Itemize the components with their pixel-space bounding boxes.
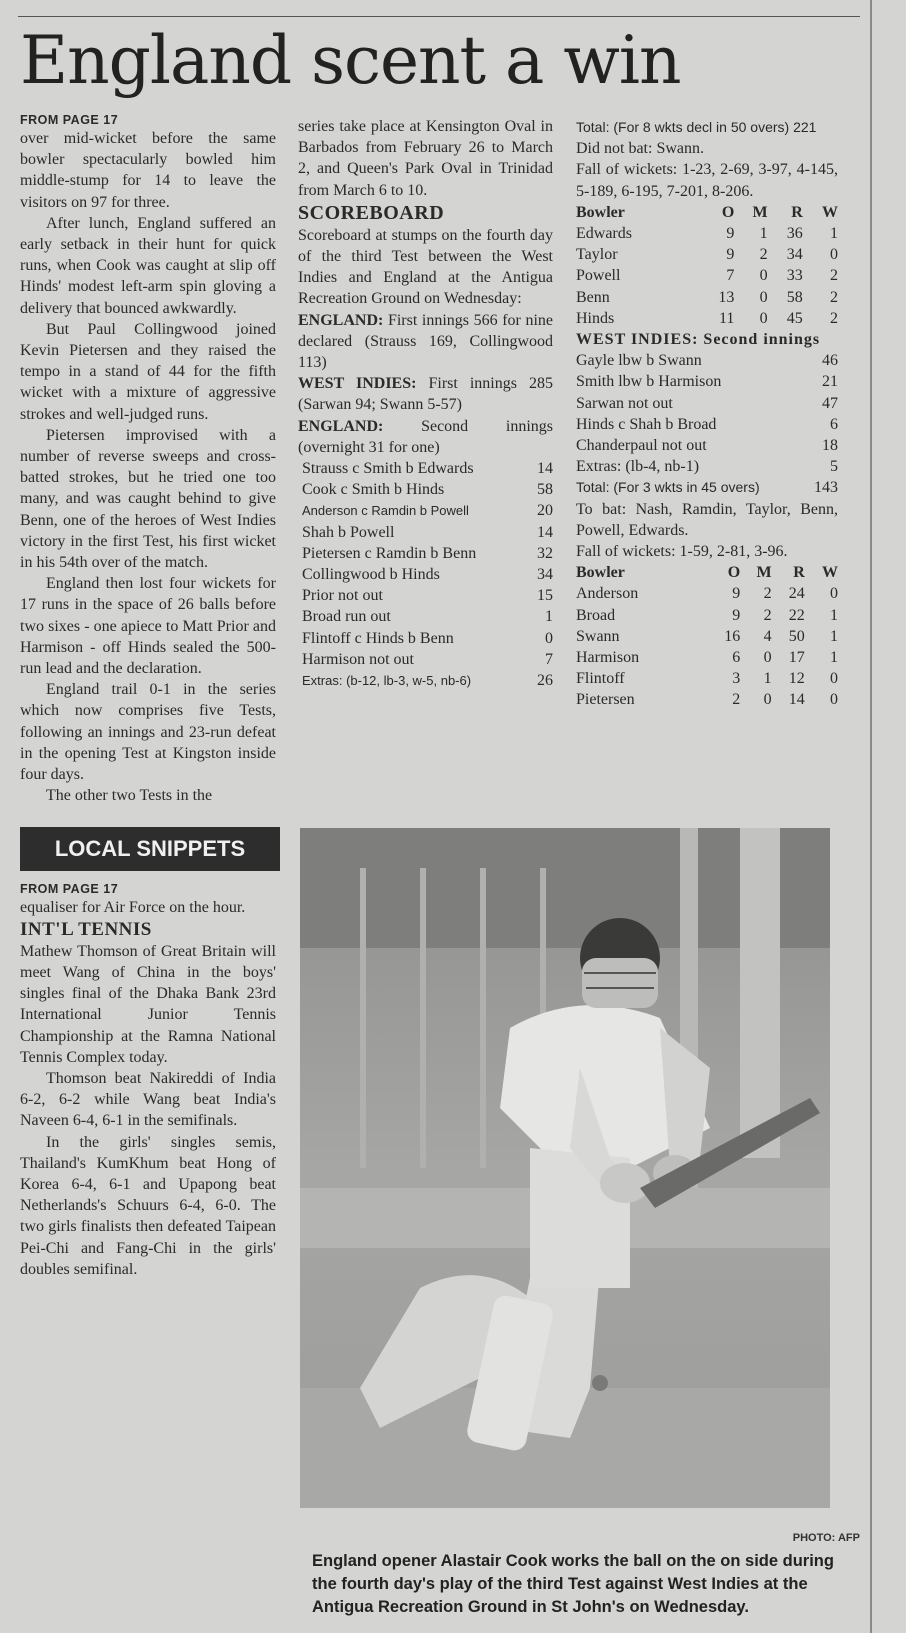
batting-row: Anderson c Ramdin b Powell 20 — [302, 502, 553, 520]
total-row: Total: (For 3 wkts in 45 overs) 143 — [576, 479, 838, 497]
to-bat: To bat: Nash, Ramdin, Taylor, Benn, Powell, Edwards. — [576, 500, 838, 539]
batting-row: Hinds c Shah b Broad 6 — [576, 415, 838, 433]
bowling-row: Taylor 9 2 34 0 — [576, 246, 838, 264]
photo-caption: England opener Alastair Cook works the ball on the on side during the fourth day's play of the third Test against West Indies at the Antigua Recreation Ground in St John's on Wednesday. — [312, 1552, 834, 1616]
west-indies-batting-card — [576, 350, 838, 498]
england-bowling-table — [576, 562, 838, 710]
batting-row: Harmison not out 7 — [302, 650, 553, 668]
bowling-row: Benn 13 0 58 2 — [576, 288, 838, 306]
bowling-header-row: Bowler O M R W — [576, 203, 838, 221]
innings-summary: First innings 566 for nine declared (Strauss 169, Collingwood 113) — [298, 311, 553, 372]
team-label: ENGLAND: — [298, 417, 384, 435]
batting-row: Flintoff c Hinds b Benn 0 — [302, 629, 553, 647]
photo-credit: PHOTO: AFP — [792, 1532, 860, 1544]
column-2 — [298, 116, 553, 691]
cricket-photo — [300, 828, 830, 1508]
bowling-header-row: Bowler O M R W — [576, 564, 838, 582]
extras-row: Extras: (b-12, lb-3, w-5, nb-6) 26 — [302, 672, 553, 690]
team-label: WEST INDIES: — [298, 375, 417, 393]
bowling-row: Flintoff 3 1 12 0 — [576, 670, 838, 688]
tennis-subhead: INT'L TENNIS — [20, 918, 152, 940]
england-batting-card — [298, 458, 553, 691]
bowling-row: Edwards 9 1 36 1 — [576, 225, 838, 243]
tennis-paragraph: In the girls' singles semis, Thailand's KumKhum beat Hong of Korea 6-4, 6-1 and Upapong beat Netherlands's Schuurs 6-4, 6-0. The two girls finalists then defeated Taipean Pei-Chi and Fang-Chi in the girls' doubles semifinal. — [20, 1133, 276, 1278]
top-rule — [18, 16, 860, 17]
column-3 — [576, 117, 838, 711]
column-rule — [870, 0, 872, 1633]
batting-row: Collingwood b Hinds 34 — [302, 566, 553, 584]
did-not-bat: Did not bat: Swann. — [576, 140, 704, 158]
local-snippets-banner: LOCAL SNIPPETS — [20, 827, 280, 871]
batting-row: Prior not out 15 — [302, 587, 553, 605]
bowling-row: Harmison 6 0 17 1 — [576, 649, 838, 667]
england-total: Total: (For 8 wkts decl in 50 overs) 221 — [576, 119, 817, 135]
tennis-paragraph: Mathew Thomson of Great Britain will meet Wang of China in the boys' singles final of the Dhaka Bank 23rd International Junior Tennis Championship at the Ramna National Tennis Complex today. — [20, 942, 276, 1066]
west-indies-bowling-table — [576, 202, 838, 329]
batting-row: Broad run out 1 — [302, 608, 553, 626]
snippets-lead: equaliser for Air Force on the hour. — [20, 898, 246, 916]
batting-row: Strauss c Smith b Edwards 14 — [302, 460, 553, 478]
bowling-row: Swann 16 4 50 1 — [576, 627, 838, 645]
innings-summary: First innings 285 (Sarwan 94; Swann 5-57) — [298, 375, 553, 414]
west-indies-second-innings-heading: WEST INDIES: Second innings — [576, 331, 821, 349]
batting-row: Cook c Smith b Hinds 58 — [302, 481, 553, 499]
batsman-photo-illustration — [300, 828, 830, 1508]
bowling-row: Hinds 11 0 45 2 — [576, 309, 838, 327]
batting-row: Smith lbw b Harmison 21 — [576, 373, 838, 391]
scoreboard-heading: SCOREBOARD — [298, 201, 445, 224]
bowling-row: Powell 7 0 33 2 — [576, 267, 838, 285]
bowling-row: Anderson 9 2 24 0 — [576, 585, 838, 603]
tennis-paragraph: Thomson beat Nakireddi of India 6-2, 6-2 while Wang beat India's Naveen 6-4, 6-1 in the semifinals. — [20, 1069, 276, 1130]
article-paragraph: After lunch, England suffered an early setback in their hunt for quick runs, when Cook was caught at slip off Hinds' modest left-arm spin gloving a delivery that bounced awkwardly. — [20, 214, 276, 317]
column-1 — [20, 112, 276, 1280]
article-paragraph: over mid-wicket before the same bowler spectacularly bowled him middle-stump for 14 to leave the visitors on 97 for three. — [20, 130, 276, 211]
extras-row: Extras: (lb-4, nb-1) 5 — [576, 458, 838, 476]
headline: England scent a win — [20, 22, 681, 99]
team-label: ENGLAND: — [298, 311, 384, 329]
article-paragraph: England then lost four wickets for 17 runs in the space of 26 balls before two sixes - one apiece to Matt Prior and Harmison - off Hinds sealed the 500-run lead and the declaration. — [20, 575, 276, 678]
fall-of-wickets: Fall of wickets: 1-59, 2-81, 3-96. — [576, 543, 788, 561]
continued-from-label: FROM PAGE 17 — [20, 113, 119, 127]
england-second-innings — [298, 416, 553, 458]
continued-from-label: FROM PAGE 17 — [20, 881, 119, 896]
batting-row: Gayle lbw b Swann 46 — [576, 352, 838, 370]
article-paragraph: The other two Tests in the — [46, 787, 213, 805]
article-paragraph: But Paul Collingwood joined Kevin Pietersen and they raised the tempo in a stand of 44 for the fifth wicket with a mixture of aggressive strokes and well-judged runs. — [20, 320, 276, 423]
batting-row: Pietersen c Ramdin b Benn 32 — [302, 544, 553, 562]
article-paragraph: England trail 0-1 in the series which now comprises five Tests, following an innings and 23-run defeat in the opening Test at Kingston inside four days. — [20, 681, 276, 784]
article-continuation: series take place at Kensington Oval in Barbados from February 26 to March 2, and Queen's Park Oval in Trinidad from March 6 to 10. — [298, 118, 553, 199]
england-first-innings — [298, 310, 553, 374]
batting-row: Sarwan not out 47 — [576, 394, 838, 412]
scoreboard-intro: Scoreboard at stumps on the fourth day of the third Test between the West Indies and England at the Antigua Recreation Ground on Wednesday: — [298, 226, 553, 308]
article-paragraph: Pietersen improvised with a number of reverse sweeps and cross-batted strokes, but he tried one too many, and was caught behind to give Benn, one of the heroes of West Indies victory in the first Test, his first wicket in his 54th over of the match. — [20, 426, 276, 572]
batting-row: Shah b Powell 14 — [302, 523, 553, 541]
batting-row: Chanderpaul not out 18 — [576, 437, 838, 455]
bowling-row: Pietersen 2 0 14 0 — [576, 691, 838, 709]
fall-of-wickets: Fall of wickets: 1-23, 2-69, 3-97, 4-145, 5-189, 6-195, 7-201, 8-206. — [576, 161, 838, 200]
bowling-row: Broad 9 2 22 1 — [576, 606, 838, 624]
innings-summary: Second innings (overnight 31 for one) — [298, 417, 553, 456]
west-indies-first-innings — [298, 373, 553, 415]
